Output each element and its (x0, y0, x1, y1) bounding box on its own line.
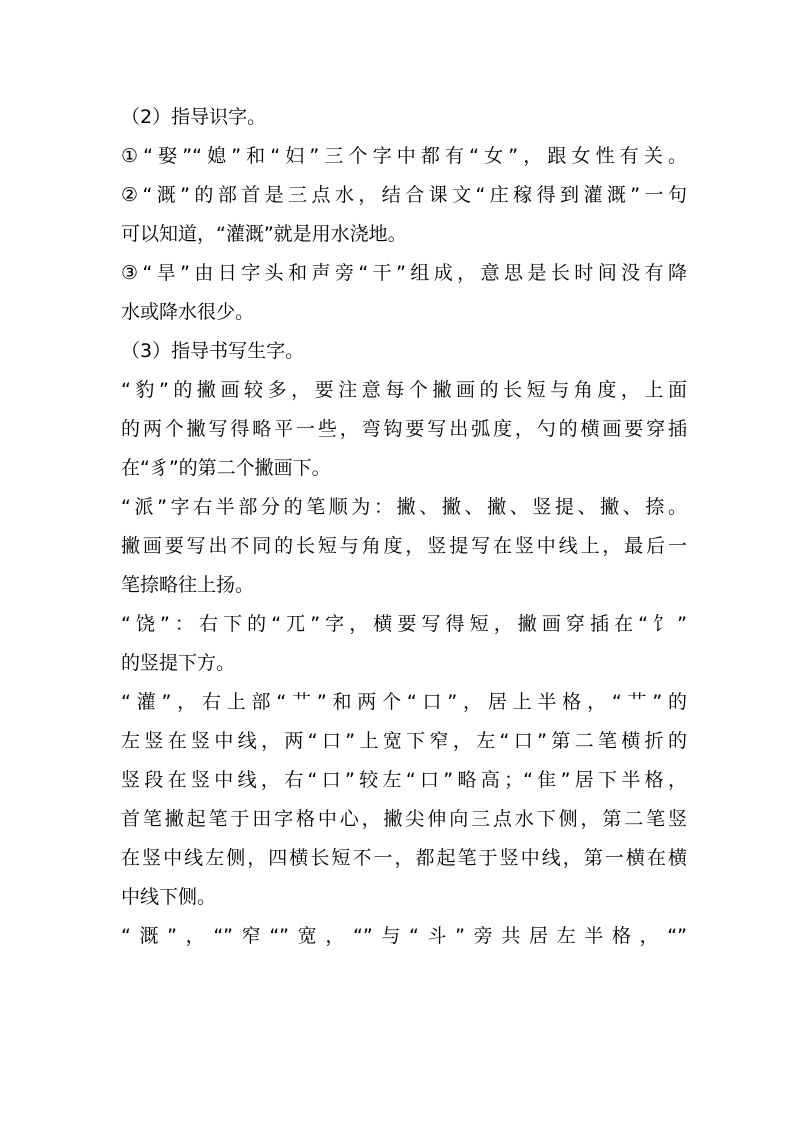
paragraph-line: “溉”，“”窄“”宽，“”与“斗”旁共居左半格，“” (121, 925, 687, 947)
paragraph-line: ③“旱”由日字头和声旁“干”组成，意思是长时间没有降 (121, 262, 687, 284)
section-heading-writing: （3）指导书写生字。 (121, 340, 305, 362)
paragraph-line: 左竖在竖中线，两“口”上宽下窄，左“口”第二笔横折的 (121, 730, 687, 752)
paragraph-line: “豹”的撇画较多，要注意每个撇画的长短与角度，上面 (121, 379, 687, 401)
paragraph-line: 笔捺略往上扬。 (121, 574, 255, 596)
paragraph-line: 中线下侧。 (121, 886, 217, 908)
paragraph-line: “灌”，右上部“艹”和两个“口”，居上半格，“艹”的 (121, 691, 687, 713)
paragraph-line: 的两个撇写得略平一些，弯钩要写出弧度，勺的横画要穿插 (121, 418, 687, 440)
paragraph-line: ①“娶”“媳”和“妇”三个字中都有“女”，跟女性有关。 (121, 145, 687, 167)
paragraph-line: 竖段在竖中线，右“口”较左“口”略高；“隹”居下半格， (121, 769, 687, 791)
document-body (121, 98, 687, 956)
paragraph-line: 在竖中线左侧，四横长短不一，都起笔于竖中线，第一横在横 (121, 847, 687, 869)
paragraph-line: 在“豸”的第二个撇画下。 (121, 457, 331, 479)
paragraph-line: 首笔撇起笔于田字格中心，撇尖伸向三点水下侧，第二笔竖 (121, 808, 687, 830)
section-heading-literacy: （2）指导识字。 (121, 106, 267, 128)
paragraph-line: “饶”：右下的“兀”字，横要写得短，撇画穿插在“饣” (121, 613, 687, 635)
paragraph-line: 的竖提下方。 (121, 652, 236, 674)
paragraph-line: 撇画要写出不同的长短与角度，竖提写在竖中线上，最后一 (121, 535, 687, 557)
paragraph-line: 可以知道，“灌溉”就是用水浇地。 (121, 223, 407, 245)
paragraph-line: “派”字右半部分的笔顺为：撇、撇、撇、竖提、撇、捺。 (121, 496, 687, 518)
paragraph-line: 水或降水很少。 (121, 301, 255, 323)
paragraph-line: ②“溉”的部首是三点水，结合课文“庄稼得到灌溉”一句 (121, 184, 687, 206)
